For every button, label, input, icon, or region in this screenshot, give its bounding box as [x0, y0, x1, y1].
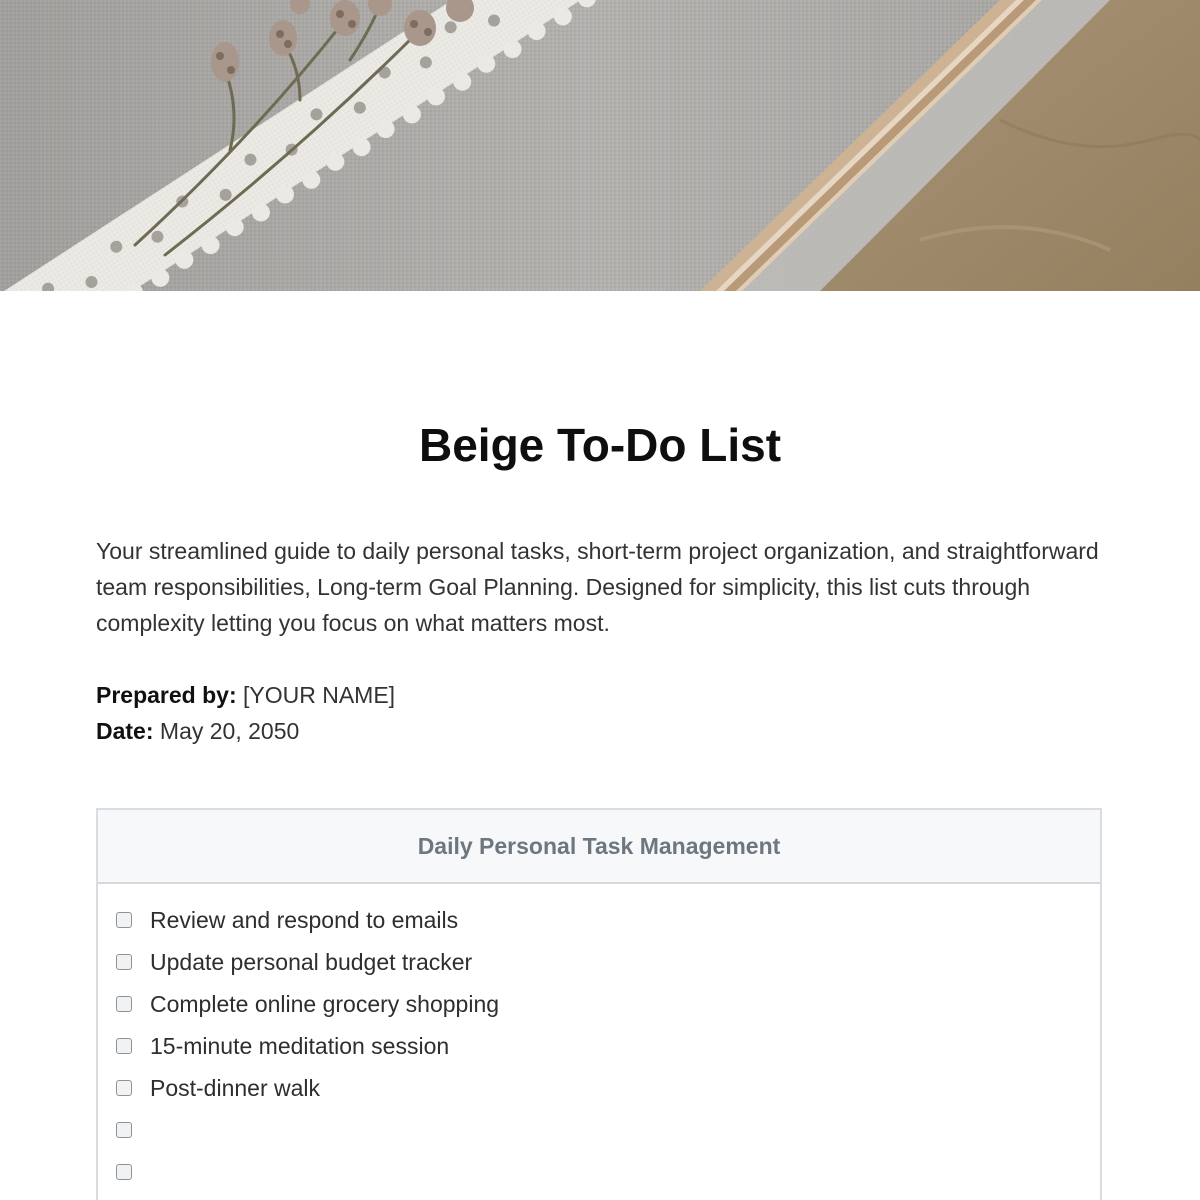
- date-label: Date:: [96, 718, 154, 744]
- hero-image: [0, 0, 1200, 291]
- task-list: [98, 884, 1100, 1195]
- task-row: [98, 1111, 1100, 1153]
- task-row: [98, 943, 1100, 985]
- task-checkbox[interactable]: [116, 1164, 132, 1180]
- task-row: [98, 985, 1100, 1027]
- task-checkbox[interactable]: [116, 1080, 132, 1096]
- task-text: 15-minute meditation session: [150, 1033, 450, 1059]
- task-checkbox[interactable]: [116, 996, 132, 1012]
- task-text: Complete online grocery shopping: [150, 991, 500, 1017]
- task-text: Update personal budget tracker: [150, 949, 473, 975]
- task-row: [98, 901, 1100, 943]
- prepared-by-label: Prepared by:: [96, 682, 237, 708]
- date-value: May 20, 2050: [159, 718, 300, 744]
- table-header: Daily Personal Task Management: [98, 810, 1100, 884]
- task-text: Review and respond to emails: [150, 907, 459, 933]
- task-checkbox[interactable]: [116, 912, 132, 928]
- task-checkbox[interactable]: [116, 954, 132, 970]
- task-row: [98, 1027, 1100, 1069]
- prepared-by-value: [YOUR NAME]: [243, 682, 396, 708]
- intro-paragraph: Your streamlined guide to daily personal tasks, short-term project organization, and straightforward team responsibilities, Long-term Goal Planning. Designed for simplicity, this list cuts through complexity letting you focus on what matters most.: [96, 538, 1099, 636]
- document-title: Beige To-Do List: [418, 419, 782, 471]
- task-table: [96, 808, 1102, 1200]
- prepared-by: [96, 677, 395, 713]
- task-checkbox[interactable]: [116, 1038, 132, 1054]
- task-text: Post-dinner walk: [150, 1075, 321, 1101]
- task-row: [98, 1069, 1100, 1111]
- task-row: [98, 1153, 1100, 1195]
- task-checkbox[interactable]: [116, 1122, 132, 1138]
- linen-lace-photo: [0, 0, 1200, 291]
- date: [96, 713, 299, 749]
